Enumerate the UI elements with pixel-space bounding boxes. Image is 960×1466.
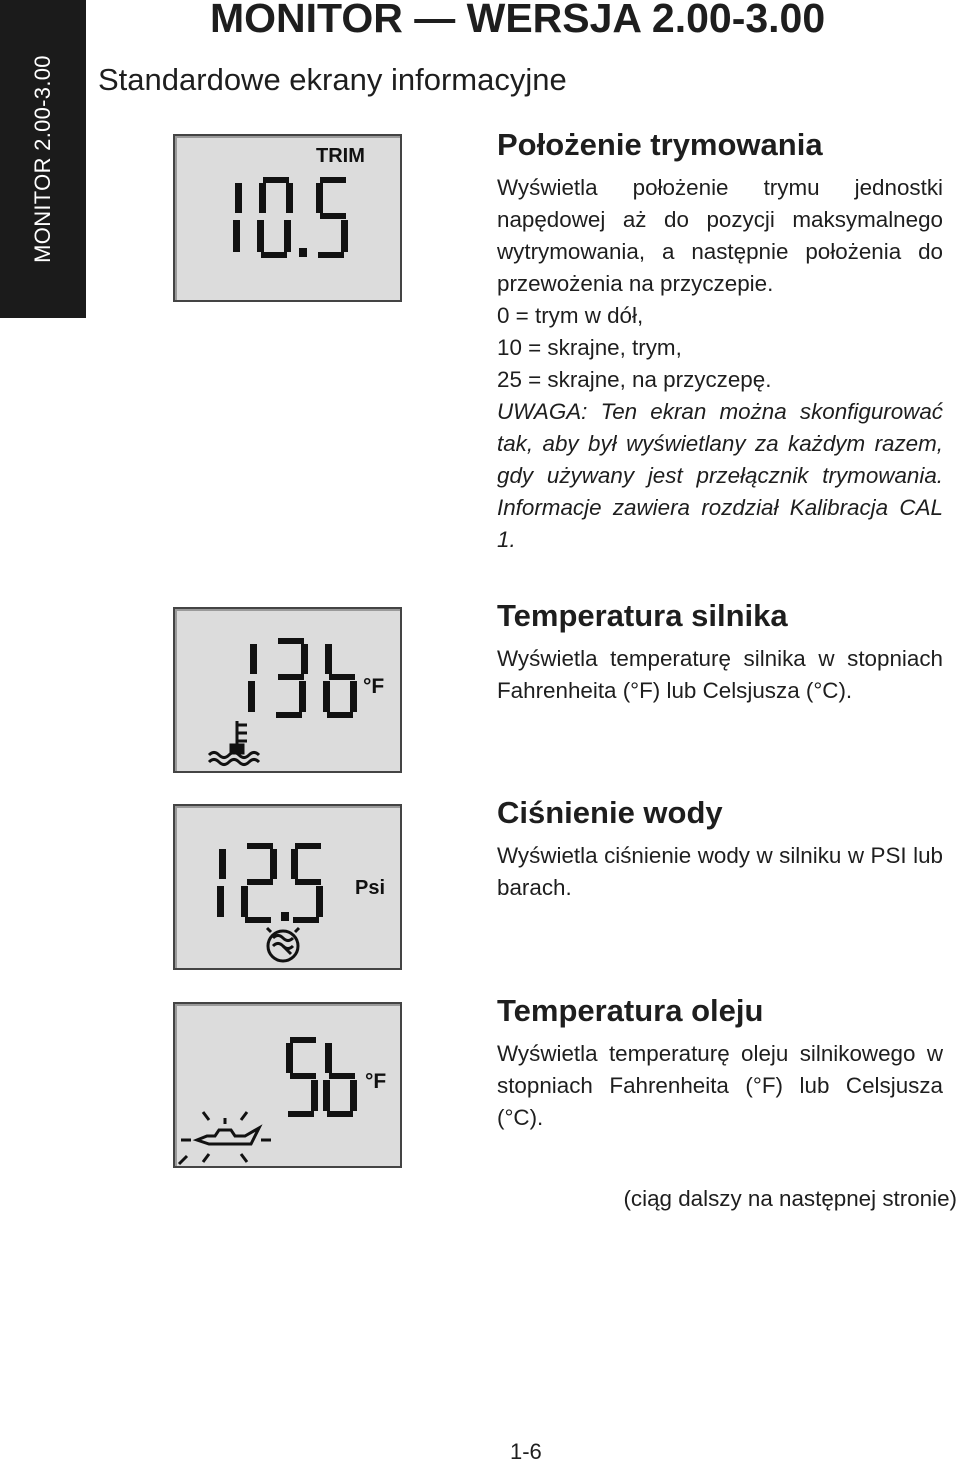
lcd-engine-graphic bbox=[175, 609, 400, 771]
section-water-pressure bbox=[497, 795, 943, 904]
section-oil-temperature bbox=[497, 993, 943, 1134]
water-pressure-icon bbox=[267, 928, 299, 961]
engine-temperature-icon bbox=[209, 721, 259, 765]
continued-note: (ciąg dalszy na następnej stronie) bbox=[623, 1186, 957, 1211]
section-paragraph: Wyświetla ciśnienie wody w silniku w PSI lub barach. bbox=[497, 843, 943, 900]
lcd-water-digits bbox=[217, 843, 323, 923]
lcd-oil-unit: °F bbox=[365, 1070, 387, 1093]
lcd-engine-unit: °F bbox=[363, 675, 385, 698]
lcd-display-oil-temp bbox=[173, 1002, 402, 1168]
oil-temperature-icon bbox=[179, 1112, 271, 1164]
lcd-trim-graphic bbox=[175, 136, 400, 300]
section-paragraph: Wyświetla temperaturę silnika w stopniach Fahrenheita (°F) lub Celsjusza (°C). bbox=[497, 646, 943, 703]
lcd-trim-digits bbox=[233, 177, 348, 258]
page-number: 1-6 bbox=[510, 1439, 542, 1464]
lcd-display-trim bbox=[173, 134, 402, 302]
page-title: MONITOR — WERSJA 2.00-3.00 bbox=[210, 0, 826, 41]
section-heading: Temperatura silnika bbox=[497, 598, 788, 633]
trim-value-line: 25 = skrajne, na przyczepę. bbox=[497, 367, 772, 392]
lcd-oil-graphic bbox=[175, 1004, 400, 1166]
side-tab-label: MONITOR 2.00-3.00 bbox=[30, 55, 55, 263]
section-heading: Położenie trymowania bbox=[497, 127, 823, 162]
section-trim-position bbox=[497, 127, 943, 556]
lcd-display-engine-temp bbox=[173, 607, 402, 773]
page-subtitle: Standardowe ekrany informacyjne bbox=[98, 62, 567, 97]
section-paragraph: Wyświetla temperaturę oleju silnikowego w stopniach Fahrenheita (°F) lub Celsjusza (°C). bbox=[497, 1041, 943, 1130]
section-note: UWAGA: Ten ekran można skonfigurować tak, aby był wyświetlany za każdym razem, gdy używany jest przełącznik trymowania. Informacje zawiera rozdział Kalibracja CAL 1. bbox=[497, 399, 943, 552]
section-heading: Ciśnienie wody bbox=[497, 795, 723, 830]
lcd-display-water-pressure bbox=[173, 804, 402, 970]
section-heading: Temperatura oleju bbox=[497, 993, 764, 1028]
side-tab bbox=[0, 0, 86, 318]
lcd-water-unit: Psi bbox=[355, 877, 386, 899]
lcd-trim-label: TRIM bbox=[316, 145, 365, 167]
lcd-water-graphic bbox=[175, 806, 400, 968]
section-paragraph: Wyświetla położenie trymu jednostki napędowej aż do pozycji maksymalnego wytrymowania, a następnie położenia do przewożenia na przyczepie. bbox=[497, 175, 943, 296]
section-engine-temperature bbox=[497, 598, 943, 707]
lcd-oil-digits bbox=[286, 1037, 357, 1117]
trim-value-line: 10 = skrajne, trym, bbox=[497, 335, 682, 360]
trim-value-line: 0 = trym w dół, bbox=[497, 303, 644, 328]
lcd-engine-digits bbox=[248, 638, 357, 718]
